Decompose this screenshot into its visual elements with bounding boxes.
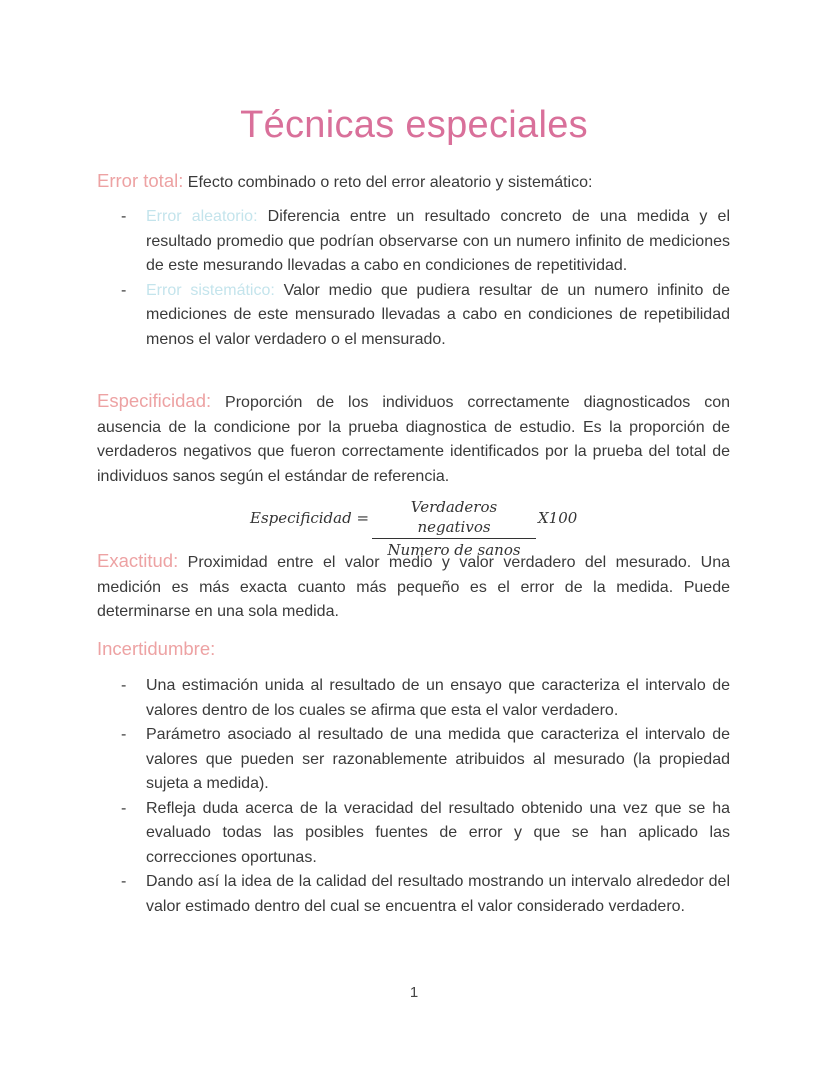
especificidad-formula [0,497,828,559]
bullet-dash: - [121,799,127,817]
formula-rhs: X100 [538,509,578,527]
bullet-dash: - [121,726,127,743]
page-title: Técnicas especiales [240,104,588,146]
especificidad-text: Proporción de los individuos correctamente diagnosticados con ausencia de la condicione por la prueba diagnostica de estudio. Es la proporción de verdaderos negativos que fueron correctamente identificados por la prueba del total de individuos sanos según el estándar de referencia. [97,394,730,485]
list-item [97,279,730,353]
incertidumbre-list [97,674,730,919]
exactitud-text: Proximidad entre el valor medio y valor verdadero del mesurado. Una medición es más exacta cuanto más pequeño es el error de la medida. Puede determinarse en una sola medida. [97,554,730,620]
list-item [97,797,730,871]
incertidumbre-item-text: Dando así la idea de la calidad del resultado mostrando un intervalo alrededor del valor estimado dentro del cual se encuentra el valor considerado verdadero. [146,873,730,915]
incertidumbre-item-text: Parámetro asociado al resultado de una medida que caracteriza el intervalo de valores que pueden ser razonablemente atribuidos al mesurado (la propiedad sujeta a medida). [146,726,730,792]
formula-denominator: Numero de sanos [387,541,521,559]
bullet-dash: - [121,208,127,225]
incertidumbre-heading [97,637,730,664]
error-sistematico-term: Error sistemático: [146,281,275,299]
bullet-dash: - [121,677,127,694]
incertidumbre-item-text: Refleja duda acerca de la veracidad del resultado obtenido una vez que se ha evaluado todas las posibles fuentes de error y que se han aplicado las correcciones oportunas. [146,799,730,866]
formula-numerator: Verdaderos negativos [410,498,498,536]
exactitud-term: Exactitud: [97,550,179,571]
error-aleatorio-term: Error aleatorio: [146,208,258,225]
exactitud-paragraph [97,549,730,625]
error-sistematico-text: Valor medio que pudiera resultar de un numero infinito de mediciones de este mensurado llevadas a cabo en condiciones de repetibilidad menos el valor verdadero o el mensurado. [146,281,731,348]
error-types-list [97,205,730,352]
formula-lhs: Especificidad = [250,509,370,527]
list-item [97,870,730,919]
bullet-dash: - [121,873,127,890]
error-aleatorio-text: Diferencia entre un resultado concreto de una medida y el resultado promedio que podrían observarse con un numero infinito de mediciones de este mesurando llevadas a cabo en condiciones de repetitividad. [146,208,730,274]
error-total-term: Error total: [97,170,184,191]
incertidumbre-item-text: Una estimación unida al resultado de un ensayo que caracteriza el intervalo de valores dentro de los cuales se afirma que esta el valor verdadero. [146,677,730,719]
list-item [97,723,730,797]
fraction-bar [372,538,536,539]
bullet-dash: - [121,281,127,299]
especificidad-term: Especificidad: [97,390,212,411]
page-number: 1 [409,984,419,1001]
list-item [97,674,730,723]
incertidumbre-term: Incertidumbre: [97,638,216,659]
error-total-paragraph [97,169,730,196]
list-item [97,205,730,279]
especificidad-paragraph [97,389,730,489]
error-total-text: Efecto combinado o reto del error aleatorio y sistemático: [183,174,593,191]
